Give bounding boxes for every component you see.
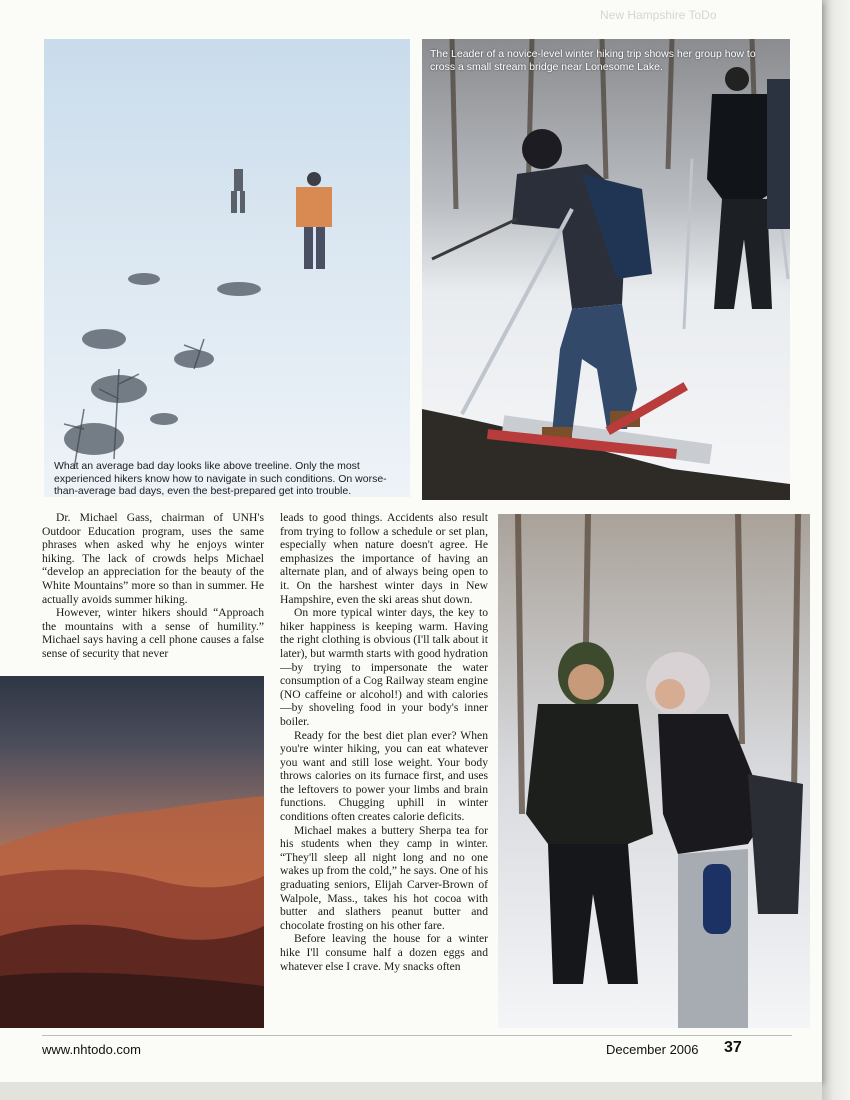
photo-winter-campers [498, 514, 810, 1028]
footer-rule [42, 1035, 792, 1036]
paragraph: Ready for the best diet plan ever? When you're winter hiking, you can eat whatever you want and still lose weight. Your body throws calories on its furnace first, and uses the leftovers to power your limbs and brain functions. Chugging uphill in winter conditions often creates calorie deficits. [280, 728, 488, 824]
article-column-2 [280, 511, 488, 973]
photo-mountain-sunset [0, 676, 264, 1028]
page-number: 37 [724, 1039, 742, 1056]
treeline-caption: What an average bad day looks like above treeline. Only the most experienced hikers know how to navigate in such conditions. On worse-than-average bad days, even the best-prepared get into trouble. [54, 460, 387, 497]
paragraph: On more typical winter days, the key to hiker happiness is keeping warm. Having the right clothing is obvious (I'll talk about it later), but warmth starts with good hydration—by trying to impersonate the water consumption of a Cog Railway steam engine (NO caffeine or alcohol!) and with calories—by shoveling food in your body's inner boiler. [280, 606, 489, 728]
ghost-header-text: New Hampshire ToDo [600, 8, 717, 22]
article-column-1 [42, 511, 264, 661]
photo-treeline [44, 39, 410, 497]
footer-issue-date: December 2006 [606, 1042, 699, 1057]
stream-caption: The Leader of a novice-level winter hiking trip shows her group how to cross a small stream bridge near Lonesome Lake. [430, 48, 756, 73]
paragraph: leads to good things. Accidents also result from trying to follow a schedule or set plan, especially when nature doesn't agree. He emphasizes the importance of having an alternate plan, and of always being open to it. On the harshest winter days in New Hampshire, even the ski areas shut down. [280, 511, 488, 606]
paragraph: Michael makes a buttery Sherpa tea for his students when they camp in winter. “They'll sleep all night long and no one wakes up from the cold,” he says. One of his graduating seniors, Elijah Carver-Brown of Walpole, Mass., takes his hot cocoa with butter and slathers peanut butter and chocolate frosting on his other fare. [280, 823, 488, 932]
page-bleed [0, 1082, 822, 1100]
paragraph: However, winter hikers should “Approach the mountains with a sense of humility.” Michael says having a cell phone causes a false sense of security that never [42, 606, 264, 660]
footer-website: www.nhtodo.com [42, 1042, 141, 1057]
paragraph: Dr. Michael Gass, chairman of UNH's Outdoor Education program, uses the same phrases when asked why he enjoys winter hiking. The lack of crowds helps Michael “develop an appreciation for the beauty of the White Mountains” more so than in summer. He actually avoids summer hiking. [42, 511, 264, 606]
photo-stream-crossing [422, 39, 790, 500]
page-edge [822, 0, 850, 1100]
paragraph: Before leaving the house for a winter hike I'll consume half a dozen eggs and whatever else I crave. My snacks often [280, 932, 488, 973]
